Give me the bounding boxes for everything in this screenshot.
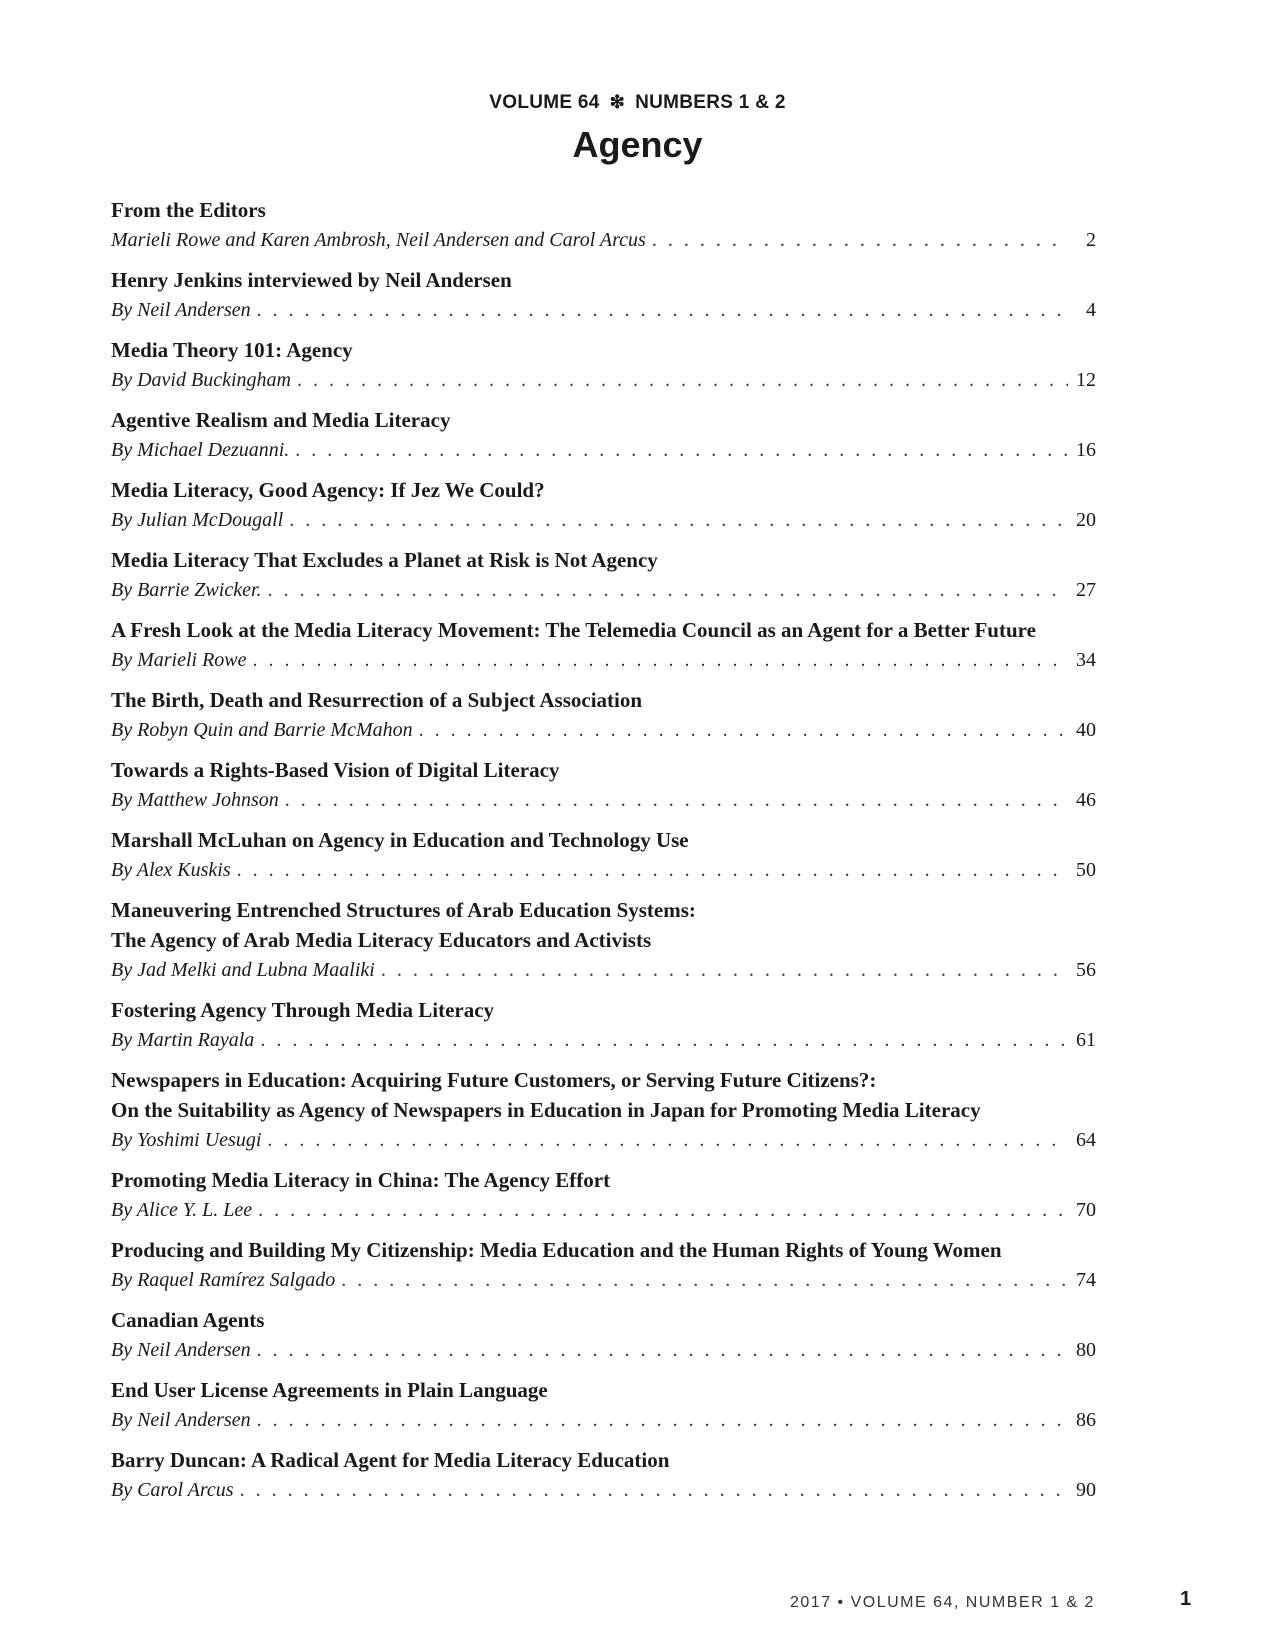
toc-entry-author: By Michael Dezuanni. xyxy=(111,439,290,461)
toc-entry xyxy=(111,685,1096,745)
toc-entry xyxy=(111,755,1096,815)
toc-entry-byline xyxy=(111,645,1096,675)
toc-entry-title: From the Editors xyxy=(111,198,266,222)
toc-entry-author: By Marieli Rowe xyxy=(111,649,247,671)
toc-entry-byline xyxy=(111,1195,1096,1225)
dot-leader xyxy=(297,365,1068,395)
dot-leader xyxy=(652,225,1068,255)
dot-leader xyxy=(289,505,1068,535)
volume-label: VOLUME 64 xyxy=(489,92,600,113)
toc-entry-title: The Agency of Arab Media Literacy Educators and Activists xyxy=(111,928,652,952)
toc-entry-title: Towards a Rights-Based Vision of Digital Literacy xyxy=(111,758,560,782)
dot-leader xyxy=(258,1195,1068,1225)
dot-leader xyxy=(253,645,1068,675)
toc-entry-author: By Jad Melki and Lubna Maaliki xyxy=(111,959,375,981)
toc-entry-byline xyxy=(111,1475,1096,1505)
toc-entry-author: By Neil Andersen xyxy=(111,1409,251,1431)
toc-entry-page: 70 xyxy=(1076,1199,1096,1221)
dot-leader xyxy=(381,955,1068,985)
toc-entry xyxy=(111,1375,1096,1435)
toc-entry-title: Barry Duncan: A Radical Agent for Media Literacy Education xyxy=(111,1448,670,1472)
table-of-contents xyxy=(111,195,1096,1515)
toc-entry-author: By Yoshimi Uesugi xyxy=(111,1129,262,1151)
toc-entry-page: 80 xyxy=(1076,1339,1096,1361)
toc-entry-byline xyxy=(111,435,1096,465)
toc-entry-author: By Julian McDougall xyxy=(111,509,284,531)
toc-entry-byline xyxy=(111,1125,1096,1155)
toc-entry-title: Fostering Agency Through Media Literacy xyxy=(111,998,495,1022)
toc-entry-byline xyxy=(111,295,1096,325)
asterisk-separator-icon: ❇ xyxy=(609,92,626,112)
toc-entry-page: 56 xyxy=(1076,959,1096,981)
toc-entry-title: Media Theory 101: Agency xyxy=(111,338,353,362)
dot-leader xyxy=(295,435,1068,465)
toc-entry-title: A Fresh Look at the Media Literacy Movement: The Telemedia Council as an Agent for a Better Future xyxy=(111,618,1036,642)
toc-entry-author: By Alex Kuskis xyxy=(111,859,231,881)
toc-entry-page: 61 xyxy=(1076,1029,1096,1051)
toc-entry xyxy=(111,265,1096,325)
toc-entry-page: 86 xyxy=(1076,1409,1096,1431)
toc-entry-author: By Barrie Zwicker. xyxy=(111,579,262,601)
toc-entry xyxy=(111,825,1096,885)
toc-entry-byline xyxy=(111,855,1096,885)
toc-entry xyxy=(111,335,1096,395)
toc-entry-title: Newspapers in Education: Acquiring Future Customers, or Serving Future Citizens?: xyxy=(111,1068,877,1092)
toc-entry-title: Producing and Building My Citizenship: Media Education and the Human Rights of Young Women xyxy=(111,1238,1002,1262)
toc-entry-author: By Raquel Ramírez Salgado xyxy=(111,1269,336,1291)
toc-entry-byline xyxy=(111,1405,1096,1435)
toc-entry-author: By Neil Andersen xyxy=(111,1339,251,1361)
toc-entry-title: Maneuvering Entrenched Structures of Arab Education Systems: xyxy=(111,898,696,922)
dot-leader xyxy=(257,1405,1068,1435)
issue-title: Agency xyxy=(572,124,703,165)
numbers-label: NUMBERS 1 & 2 xyxy=(635,92,786,113)
toc-entry-title: The Birth, Death and Resurrection of a Subject Association xyxy=(111,688,643,712)
toc-entry-author: By Neil Andersen xyxy=(111,299,251,321)
toc-entry-page: 12 xyxy=(1076,369,1096,391)
toc-entry-page: 16 xyxy=(1076,439,1096,461)
toc-entry-title: Marshall McLuhan on Agency in Education and Technology Use xyxy=(111,828,689,852)
toc-entry-title: Promoting Media Literacy in China: The Agency Effort xyxy=(111,1168,611,1192)
toc-entry xyxy=(111,615,1096,675)
toc-entry xyxy=(111,545,1096,605)
toc-entry-page: 74 xyxy=(1076,1269,1096,1291)
dot-leader xyxy=(240,1475,1068,1505)
toc-entry-page: 4 xyxy=(1086,299,1096,321)
toc-entry-title: Canadian Agents xyxy=(111,1308,265,1332)
toc-entry xyxy=(111,1445,1096,1505)
dot-leader xyxy=(419,715,1068,745)
toc-entry-author: By Martin Rayala xyxy=(111,1029,255,1051)
toc-entry-title: Media Literacy, Good Agency: If Jez We Could? xyxy=(111,478,545,502)
toc-entry-page: 46 xyxy=(1076,789,1096,811)
dot-leader xyxy=(268,575,1068,605)
toc-entry-author: By Matthew Johnson xyxy=(111,789,279,811)
toc-entry-page: 50 xyxy=(1076,859,1096,881)
toc-entry-byline xyxy=(111,1335,1096,1365)
dot-leader xyxy=(237,855,1068,885)
dot-leader xyxy=(341,1265,1068,1295)
dot-leader xyxy=(260,1025,1068,1055)
toc-entry-author: By David Buckingham xyxy=(111,369,291,391)
toc-entry-author: Marieli Rowe and Karen Ambrosh, Neil Andersen and Carol Arcus xyxy=(111,229,646,251)
toc-entry-author: By Carol Arcus xyxy=(111,1479,234,1501)
volume-line xyxy=(0,92,1275,114)
toc-entry-page: 20 xyxy=(1076,509,1096,531)
toc-entry xyxy=(111,475,1096,535)
toc-entry-byline xyxy=(111,955,1096,985)
toc-entry-title: On the Suitability as Agency of Newspapers in Education in Japan for Promoting Media Literacy xyxy=(111,1098,981,1122)
toc-entry-page: 90 xyxy=(1076,1479,1096,1501)
toc-entry-page: 40 xyxy=(1076,719,1096,741)
toc-entry-title: End User License Agreements in Plain Language xyxy=(111,1378,548,1402)
toc-entry-byline xyxy=(111,365,1096,395)
dot-leader xyxy=(267,1125,1068,1155)
toc-entry-title: Media Literacy That Excludes a Planet at Risk is Not Agency xyxy=(111,548,658,572)
toc-entry-byline xyxy=(111,1265,1096,1295)
toc-entry-byline xyxy=(111,575,1096,605)
toc-entry-author: By Alice Y. L. Lee xyxy=(111,1199,253,1221)
toc-entry xyxy=(111,995,1096,1055)
dot-leader xyxy=(285,785,1068,815)
running-footer: 2017 • VOLUME 64, NUMBER 1 & 2 xyxy=(790,1594,1095,1611)
toc-entry-author: By Robyn Quin and Barrie McMahon xyxy=(111,719,413,741)
toc-entry-byline xyxy=(111,505,1096,535)
toc-entry xyxy=(111,895,1096,985)
page-number: 1 xyxy=(1180,1588,1192,1610)
toc-entry-page: 34 xyxy=(1076,649,1096,671)
toc-entry-byline xyxy=(111,1025,1096,1055)
toc-entry-byline xyxy=(111,715,1096,745)
toc-entry xyxy=(111,1235,1096,1295)
toc-entry xyxy=(111,1065,1096,1155)
toc-entry-page: 64 xyxy=(1076,1129,1096,1151)
toc-entry-title: Agentive Realism and Media Literacy xyxy=(111,408,451,432)
toc-entry-page: 27 xyxy=(1076,579,1096,601)
dot-leader xyxy=(257,295,1068,325)
toc-entry-title: Henry Jenkins interviewed by Neil Andersen xyxy=(111,268,512,292)
toc-entry xyxy=(111,1165,1096,1225)
dot-leader xyxy=(257,1335,1068,1365)
toc-entry-byline xyxy=(111,785,1096,815)
toc-entry-page: 2 xyxy=(1086,229,1096,251)
toc-entry xyxy=(111,405,1096,465)
toc-entry-byline xyxy=(111,225,1096,255)
toc-entry xyxy=(111,1305,1096,1365)
toc-entry xyxy=(111,195,1096,255)
